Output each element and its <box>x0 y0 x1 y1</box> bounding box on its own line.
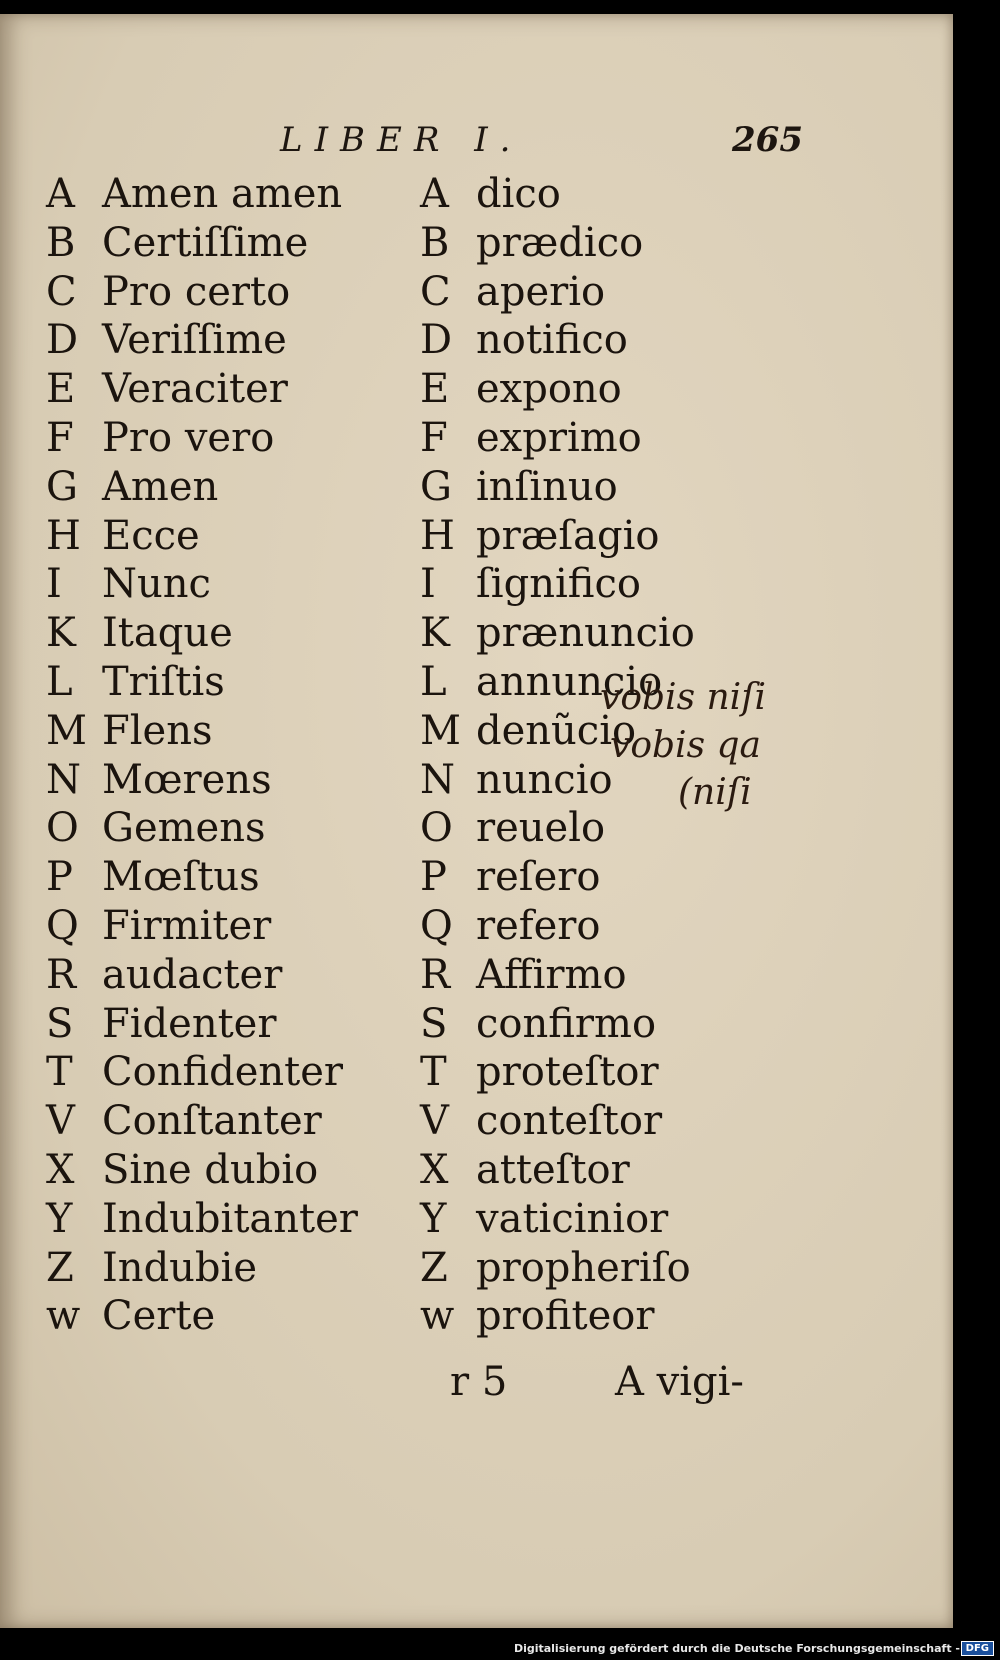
left-entry-row <box>46 1292 406 1341</box>
right-entry-row <box>420 1000 820 1049</box>
right-entry-letter: A <box>420 171 449 217</box>
left-entry-word: Triſtis <box>102 658 225 705</box>
left-entry-letter: I <box>46 561 62 608</box>
left-entry-word: Certiſſime <box>102 219 309 266</box>
right-entry-word: reſero <box>476 854 601 901</box>
left-column <box>46 170 406 1341</box>
left-entry-word: Amen amen <box>102 171 343 217</box>
left-entry-word: Gemens <box>102 805 266 852</box>
right-entry-row <box>420 170 820 219</box>
left-entry-letter: T <box>46 1049 73 1096</box>
left-entry-letter: Z <box>46 1244 74 1291</box>
right-entry-row <box>420 365 820 414</box>
left-entry-letter: N <box>46 756 81 803</box>
right-entry-word: reuelo <box>476 805 606 852</box>
left-entry-word: Flens <box>102 707 213 754</box>
right-entry-row <box>420 414 820 463</box>
right-entry-letter: P <box>420 854 447 901</box>
left-entry-row <box>46 707 406 756</box>
right-entry-letter: R <box>420 951 451 998</box>
left-entry-row <box>46 560 406 609</box>
left-entry-letter: D <box>46 317 79 364</box>
right-entry-row <box>420 1146 820 1195</box>
right-entry-row <box>420 268 820 317</box>
right-entry-letter: O <box>420 805 453 852</box>
signature-mark: r 5 <box>450 1359 508 1405</box>
left-entry-letter: R <box>46 951 77 998</box>
right-entry-word: prænuncio <box>476 610 695 657</box>
handwritten-note-m: vobis niſi <box>600 677 767 718</box>
right-entry-word: aperio <box>476 268 606 315</box>
left-entry-word: Fidenter <box>102 1000 277 1047</box>
right-entry-letter: w <box>420 1293 455 1340</box>
page-number: 265 <box>732 120 803 160</box>
right-entry-letter: V <box>420 1098 449 1145</box>
right-entry-letter: F <box>420 414 448 461</box>
right-entry-row <box>420 512 820 561</box>
right-entry-letter: C <box>420 268 451 315</box>
right-entry-word: annuncio <box>476 658 663 705</box>
right-entry-word: nuncio <box>476 756 613 803</box>
right-entry-word: Affirmo <box>476 951 627 998</box>
left-entry-word: Indubitanter <box>102 1195 358 1242</box>
left-entry-letter: C <box>46 268 77 315</box>
left-entry-letter: P <box>46 854 73 901</box>
right-entry-row <box>420 853 820 902</box>
catchword: A vigi- <box>615 1359 744 1405</box>
right-entry-letter: G <box>420 463 452 510</box>
left-entry-letter: K <box>46 610 76 657</box>
right-entry-word: confirmo <box>476 1000 657 1047</box>
right-entry-letter: Q <box>420 902 453 949</box>
right-entry-row <box>420 1097 820 1146</box>
left-entry-row <box>46 902 406 951</box>
right-entry-letter: X <box>420 1146 449 1193</box>
left-entry-row <box>46 414 406 463</box>
left-entry-word: Confidenter <box>102 1049 344 1096</box>
left-entry-word: Conſtanter <box>102 1098 322 1145</box>
left-entry-row <box>46 1097 406 1146</box>
right-entry-word: præſagio <box>476 512 660 559</box>
left-entry-row <box>46 609 406 658</box>
right-entry-row <box>420 560 820 609</box>
right-entry-letter: E <box>420 366 450 413</box>
left-entry-word: Mœſtus <box>102 854 260 901</box>
left-entry-row <box>46 756 406 805</box>
right-entry-letter: L <box>420 658 447 705</box>
right-entry-word: inſinuo <box>476 463 618 510</box>
right-entry-letter: H <box>420 512 455 559</box>
right-entry-word: atteſtor <box>476 1146 630 1193</box>
right-entry-row <box>420 219 820 268</box>
right-entry-row <box>420 1048 820 1097</box>
right-entry-row <box>420 1195 820 1244</box>
left-entry-letter: O <box>46 805 79 852</box>
left-entry-row <box>46 268 406 317</box>
right-entry-letter: Z <box>420 1244 448 1291</box>
right-entry-word: prædico <box>476 219 644 266</box>
right-entry-word: refero <box>476 902 601 949</box>
book-page <box>0 14 953 1628</box>
left-entry-row <box>46 170 406 219</box>
left-entry-row <box>46 1000 406 1049</box>
left-entry-letter: S <box>46 1000 74 1047</box>
right-entry-word: exprimo <box>476 414 642 461</box>
right-entry-letter: D <box>420 317 453 364</box>
left-entry-word: Veraciter <box>102 366 288 413</box>
page-header <box>0 120 953 170</box>
right-entry-row <box>420 804 820 853</box>
left-entry-word: Pro vero <box>102 414 275 461</box>
left-entry-word: audacter <box>102 951 283 998</box>
left-entry-word: Nunc <box>102 561 211 608</box>
left-entry-word: Firmiter <box>102 902 272 949</box>
right-entry-word: conteſtor <box>476 1098 663 1145</box>
left-entry-row <box>46 463 406 512</box>
left-entry-row <box>46 804 406 853</box>
left-entry-word: Pro certo <box>102 268 291 315</box>
left-entry-letter: M <box>46 707 87 754</box>
right-entry-letter: Y <box>420 1195 447 1242</box>
footer-credit: Digitalisierung gefördert durch die Deutsche Forschungsgemeinschaft - <box>513 1642 960 1655</box>
left-entry-row <box>46 951 406 1000</box>
left-entry-letter: B <box>46 219 76 266</box>
left-entry-letter: Q <box>46 902 79 949</box>
right-entry-word: vaticinior <box>476 1195 669 1242</box>
left-entry-row <box>46 512 406 561</box>
left-entry-word: Sine dubio <box>102 1146 319 1193</box>
right-entry-row <box>420 316 820 365</box>
left-entry-letter: H <box>46 512 81 559</box>
left-entry-letter: w <box>46 1293 81 1340</box>
right-entry-word: notifico <box>476 317 628 364</box>
left-entry-row <box>46 658 406 707</box>
handwritten-note-o: (niſi <box>678 772 752 813</box>
left-entry-word: Indubie <box>102 1244 257 1291</box>
left-entry-letter: A <box>46 171 75 217</box>
left-entry-word: Mœrens <box>102 756 272 803</box>
right-entry-word: denũcio <box>476 707 637 754</box>
right-entry-row <box>420 609 820 658</box>
left-entry-letter: Y <box>46 1195 73 1242</box>
right-entry-letter: M <box>420 707 461 754</box>
right-entry-letter: I <box>420 561 436 608</box>
footer-bar <box>0 1640 1000 1660</box>
right-entry-letter: K <box>420 610 450 657</box>
left-entry-word: Itaque <box>102 610 233 657</box>
left-entry-row <box>46 316 406 365</box>
left-entry-letter: G <box>46 463 78 510</box>
left-entry-row <box>46 1146 406 1195</box>
left-entry-word: Ecce <box>102 512 200 559</box>
right-entry-row <box>420 951 820 1000</box>
left-entry-row <box>46 1195 406 1244</box>
left-entry-row <box>46 1244 406 1293</box>
right-entry-row <box>420 1292 820 1341</box>
left-entry-row <box>46 853 406 902</box>
right-entry-word: proteſtor <box>476 1049 659 1096</box>
left-entry-letter: E <box>46 366 76 413</box>
dfg-logo: DFG <box>961 1641 994 1656</box>
right-entry-letter: N <box>420 756 455 803</box>
left-entry-letter: V <box>46 1098 75 1145</box>
right-entry-word: propheriſo <box>476 1244 691 1291</box>
right-entry-word: profiteor <box>476 1293 655 1340</box>
right-entry-letter: T <box>420 1049 447 1096</box>
handwritten-note-n: vobis qa <box>610 725 761 766</box>
left-entry-word: Veriſſime <box>102 317 287 364</box>
left-entry-word: Amen <box>102 463 219 510</box>
right-entry-word: dico <box>476 171 561 217</box>
right-entry-row <box>420 1244 820 1293</box>
right-entry-row <box>420 463 820 512</box>
left-entry-row <box>46 219 406 268</box>
right-entry-word: expono <box>476 366 622 413</box>
right-entry-letter: B <box>420 219 450 266</box>
left-entry-letter: F <box>46 414 74 461</box>
right-entry-row <box>420 902 820 951</box>
running-title: LIBER I. <box>280 120 523 160</box>
left-entry-letter: X <box>46 1146 75 1193</box>
left-entry-row <box>46 365 406 414</box>
left-entry-word: Certe <box>102 1293 216 1340</box>
left-entry-letter: L <box>46 658 73 705</box>
right-entry-word: ſignifico <box>476 561 641 608</box>
right-entry-letter: S <box>420 1000 448 1047</box>
left-entry-row <box>46 1048 406 1097</box>
